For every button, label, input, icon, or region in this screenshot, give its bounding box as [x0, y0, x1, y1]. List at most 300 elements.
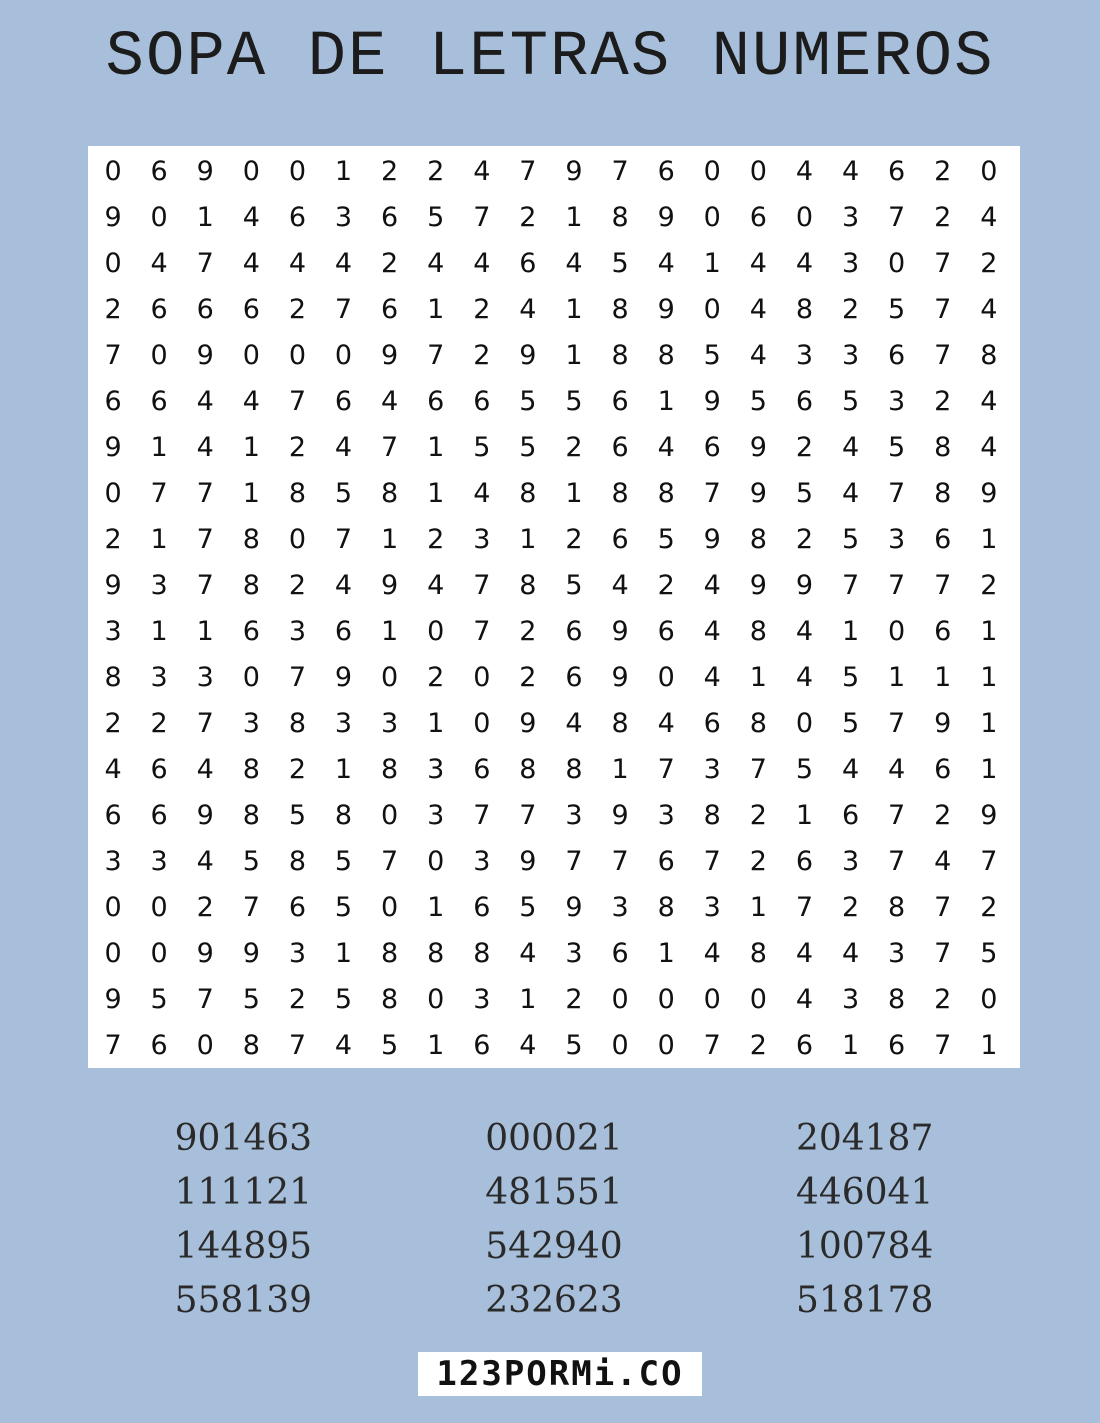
grid-cell: 8 [288, 707, 307, 739]
grid-cell: 4 [334, 247, 353, 279]
grid-cell: 2 [150, 707, 168, 739]
grid-cell: 6 [611, 937, 629, 969]
grid-cell: 8 [565, 753, 583, 785]
grid-cell: 7 [196, 707, 214, 739]
grid-cell: 7 [196, 247, 214, 279]
grid-cell: 4 [473, 477, 491, 509]
grid-cell: 4 [703, 569, 721, 601]
grid-cell: 4 [288, 247, 307, 279]
grid-cell: 8 [104, 661, 122, 693]
grid-cell: 4 [427, 569, 445, 601]
grid-cell: 5 [242, 983, 260, 1015]
grid-cell: 0 [381, 661, 399, 693]
grid-cell: 7 [565, 845, 583, 877]
grid-cell: 9 [565, 155, 583, 187]
grid-cell: 4 [242, 247, 260, 279]
grid-cell: 1 [334, 155, 353, 187]
grid-cell: 7 [888, 477, 906, 509]
grid-cell: 6 [473, 385, 491, 417]
grid-cell: 9 [519, 339, 537, 371]
grid-cell: 1 [427, 431, 445, 463]
grid-cell: 4 [519, 293, 537, 325]
grid-cell: 4 [104, 753, 122, 785]
grid-cell: 8 [657, 339, 675, 371]
grid-cell: 2 [104, 707, 122, 739]
grid-cell: 0 [381, 799, 399, 831]
grid-cell: 6 [334, 615, 353, 647]
grid-cell: 0 [703, 155, 721, 187]
grid-cell: 0 [288, 523, 307, 555]
grid-cell: 6 [473, 1029, 491, 1061]
grid-cell: 7 [888, 845, 906, 877]
grid-cell: 2 [427, 155, 445, 187]
grid-cell: 9 [703, 385, 721, 417]
grid-cell: 1 [980, 615, 998, 647]
grid-cell: 8 [611, 339, 629, 371]
grid-cell: 8 [611, 293, 629, 325]
grid-cell: 0 [703, 293, 721, 325]
grid-cell: 7 [703, 1029, 721, 1061]
grid-cell: 1 [841, 1029, 860, 1061]
grid-cell: 7 [473, 615, 491, 647]
grid-cell: 9 [196, 155, 214, 187]
grid-cell: 5 [795, 753, 814, 785]
grid-cell: 2 [473, 293, 491, 325]
grid-cell: 4 [795, 983, 814, 1015]
grid-cell: 2 [288, 569, 307, 601]
grid-cell: 9 [749, 431, 767, 463]
grid-cell: 7 [473, 201, 491, 233]
grid-cell: 0 [749, 983, 767, 1015]
grid-cell: 0 [150, 937, 168, 969]
grid-cell: 8 [888, 891, 906, 923]
grid-cell: 1 [334, 937, 353, 969]
grid-cell: 9 [749, 569, 767, 601]
grid-cell: 2 [473, 339, 491, 371]
grid-cell: 0 [288, 155, 307, 187]
grid-cell: 7 [381, 845, 399, 877]
grid-cell: 6 [381, 201, 399, 233]
grid-cell: 2 [519, 201, 537, 233]
grid-cell: 4 [795, 155, 814, 187]
grid-cell: 4 [565, 247, 583, 279]
word-list [88, 1112, 1020, 1328]
grid-cell: 3 [104, 845, 122, 877]
grid-cell: 1 [980, 661, 998, 693]
grid-cell: 4 [657, 431, 675, 463]
grid-cell: 5 [334, 983, 353, 1015]
grid-cell: 1 [150, 615, 168, 647]
grid-cell: 6 [841, 799, 860, 831]
grid-cell: 5 [519, 891, 537, 923]
grid-cell: 5 [565, 569, 583, 601]
grid-cell: 4 [196, 753, 214, 785]
grid-cell: 7 [242, 891, 260, 923]
grid-cell: 4 [749, 339, 767, 371]
grid-cell: 8 [288, 845, 307, 877]
grid-cell: 1 [841, 615, 860, 647]
grid-cell: 4 [150, 247, 168, 279]
grid-cell: 9 [381, 339, 399, 371]
grid-cell: 2 [565, 983, 583, 1015]
grid-cell: 5 [473, 431, 491, 463]
grid-cell: 2 [519, 661, 537, 693]
grid-cell: 6 [934, 615, 952, 647]
grid-cell: 6 [334, 385, 353, 417]
grid-cell: 3 [242, 707, 260, 739]
grid-cell: 2 [980, 247, 998, 279]
grid-cell: 5 [427, 201, 445, 233]
grid-cell: 7 [288, 661, 307, 693]
grid-cell: 7 [196, 523, 214, 555]
grid-cell: 7 [934, 937, 952, 969]
grid-cell: 0 [473, 707, 491, 739]
grid-cell: 0 [150, 891, 168, 923]
grid-cell: 2 [288, 431, 307, 463]
grid-cell: 2 [288, 983, 307, 1015]
grid-cell: 8 [749, 523, 767, 555]
grid-cell: 6 [427, 385, 445, 417]
grid-cell: 7 [934, 569, 952, 601]
grid-cell: 3 [841, 845, 860, 877]
grid-cell: 6 [150, 1029, 168, 1061]
grid-cell: 6 [657, 155, 675, 187]
grid-cell: 4 [841, 431, 860, 463]
grid-cell: 8 [242, 799, 260, 831]
grid-cell: 4 [611, 569, 629, 601]
grid-cell: 3 [888, 385, 906, 417]
grid-cell: 4 [888, 753, 906, 785]
grid-cell: 3 [150, 661, 168, 693]
grid-cell: 9 [611, 799, 629, 831]
grid-cell: 2 [980, 569, 998, 601]
grid-cell: 5 [657, 523, 675, 555]
grid-cell: 5 [288, 799, 307, 831]
grid-cell: 1 [749, 891, 767, 923]
grid-cell: 7 [473, 799, 491, 831]
word-item: 542940 [485, 1226, 623, 1267]
grid-cell: 3 [473, 983, 491, 1015]
grid-cell: 0 [473, 661, 491, 693]
grid-cell: 1 [703, 247, 721, 279]
grid-cell: 3 [150, 569, 168, 601]
grid-cell: 1 [334, 753, 353, 785]
grid-cell: 1 [196, 201, 214, 233]
grid-cell: 3 [703, 753, 721, 785]
grid-cell: 9 [104, 983, 122, 1015]
grid-cell: 1 [888, 661, 906, 693]
word-item: 232623 [485, 1280, 623, 1321]
grid-cell: 5 [888, 293, 906, 325]
grid-cell: 2 [980, 891, 998, 923]
grid-cell: 8 [657, 477, 675, 509]
grid-cell: 6 [150, 753, 168, 785]
grid-cell: 4 [473, 247, 491, 279]
grid-cell: 8 [473, 937, 491, 969]
grid-cell: 3 [288, 615, 307, 647]
grid-cell: 3 [150, 845, 168, 877]
grid-cell: 1 [150, 523, 168, 555]
grid-cell: 7 [657, 753, 675, 785]
grid-cell: 0 [427, 615, 445, 647]
grid-cell: 3 [473, 523, 491, 555]
grid-cell: 5 [334, 845, 353, 877]
grid-cell: 6 [888, 155, 906, 187]
grid-cell: 8 [934, 431, 952, 463]
grid-cell: 0 [749, 155, 767, 187]
grid-cell: 4 [841, 477, 860, 509]
grid-cell: 5 [565, 1029, 583, 1061]
grid-cell: 6 [150, 293, 168, 325]
grid-cell: 0 [196, 1029, 214, 1061]
grid-cell: 6 [611, 385, 629, 417]
grid-cell: 3 [841, 339, 860, 371]
grid-cell: 7 [888, 799, 906, 831]
grid-cell: 8 [888, 983, 906, 1015]
grid-cell: 7 [104, 339, 122, 371]
grid-cell: 1 [934, 661, 952, 693]
grid-cell: 9 [104, 431, 122, 463]
page-title: SOPA DE LETRAS NUMEROS [105, 22, 995, 94]
grid-cell: 3 [427, 799, 445, 831]
grid-cell: 8 [749, 707, 767, 739]
grid-cell: 5 [334, 891, 353, 923]
grid-cell: 8 [242, 523, 260, 555]
grid-cell: 1 [427, 891, 445, 923]
grid-cell: 6 [703, 431, 721, 463]
grid-cell: 0 [611, 983, 629, 1015]
grid-cell: 5 [749, 385, 767, 417]
grid-cell: 2 [934, 201, 952, 233]
grid-cell: 0 [888, 615, 906, 647]
grid-cell: 5 [980, 937, 998, 969]
grid-cell: 1 [150, 431, 168, 463]
grid-cell: 0 [242, 339, 260, 371]
grid-cell: 1 [427, 477, 445, 509]
grid-cell: 6 [749, 201, 767, 233]
grid-cell: 1 [980, 753, 998, 785]
grid-cell: 7 [934, 293, 952, 325]
grid-cell: 6 [150, 799, 168, 831]
grid-cell: 4 [980, 385, 998, 417]
grid-cell: 6 [288, 201, 307, 233]
grid-cell: 5 [519, 385, 537, 417]
grid-cell: 8 [381, 983, 399, 1015]
grid-cell: 9 [657, 293, 675, 325]
grid-cell: 7 [381, 431, 399, 463]
grid-cell: 5 [841, 707, 860, 739]
grid-cell: 6 [381, 293, 399, 325]
grid-cell: 1 [657, 385, 675, 417]
grid-cell: 6 [473, 753, 491, 785]
grid-cell: 3 [611, 891, 629, 923]
grid-cell: 9 [519, 707, 537, 739]
grid-cell: 1 [565, 201, 583, 233]
grid-cell: 4 [196, 845, 214, 877]
grid-cell: 2 [749, 799, 767, 831]
grid-cell: 9 [196, 339, 214, 371]
grid-cell: 4 [381, 385, 399, 417]
grid-cell: 7 [104, 1029, 122, 1061]
grid-cell: 1 [980, 1029, 998, 1061]
grid-cell: 6 [795, 385, 814, 417]
grid-cell: 0 [381, 891, 399, 923]
grid-cell: 4 [242, 385, 260, 417]
grid-cell: 0 [334, 339, 353, 371]
grid-cell: 4 [565, 707, 583, 739]
grid-cell: 7 [196, 983, 214, 1015]
grid-cell: 1 [427, 707, 445, 739]
grid-cell: 1 [795, 799, 814, 831]
grid-cell: 0 [657, 1029, 675, 1061]
grid-cell: 7 [427, 339, 445, 371]
grid-cell: 4 [703, 661, 721, 693]
grid-cell: 2 [427, 661, 445, 693]
grid-cell: 3 [196, 661, 214, 693]
grid-cell: 3 [888, 523, 906, 555]
grid-cell: 0 [242, 661, 260, 693]
grid-cell: 7 [611, 845, 629, 877]
grid-cell: 2 [427, 523, 445, 555]
grid-cell: 6 [657, 845, 675, 877]
grid-cell: 6 [565, 615, 583, 647]
grid-cell: 0 [657, 661, 675, 693]
grid-cell: 7 [888, 201, 906, 233]
word-item: 558139 [174, 1280, 313, 1321]
grid-cell: 3 [888, 937, 906, 969]
grid-cell: 6 [611, 523, 629, 555]
grid-cell: 0 [703, 201, 721, 233]
grid-cell: 3 [427, 753, 445, 785]
grid-cell: 3 [288, 937, 307, 969]
grid-cell: 3 [381, 707, 399, 739]
grid-cell: 6 [519, 247, 537, 279]
grid-cell: 3 [334, 201, 353, 233]
grid-cell: 4 [841, 155, 860, 187]
grid-cell: 4 [334, 569, 353, 601]
grid-cell: 4 [795, 661, 814, 693]
grid-cell: 2 [934, 983, 952, 1015]
grid-cell: 8 [519, 477, 537, 509]
grid-cell: 5 [841, 661, 860, 693]
word-item: 204187 [795, 1118, 934, 1159]
grid-cell: 0 [104, 937, 122, 969]
word-item: 901463 [174, 1118, 313, 1159]
grid-cell: 2 [196, 891, 214, 923]
grid-cell: 4 [473, 155, 491, 187]
grid-cell: 6 [150, 385, 168, 417]
grid-cell: 3 [841, 247, 860, 279]
grid-cell: 8 [749, 937, 767, 969]
grid-cell: 1 [427, 1029, 445, 1061]
grid-cell: 4 [703, 937, 721, 969]
grid-cell: 8 [288, 477, 307, 509]
grid-cell: 7 [196, 569, 214, 601]
grid-cell: 5 [150, 983, 168, 1015]
grid-cell: 7 [795, 891, 814, 923]
grid-cell: 6 [288, 891, 307, 923]
grid-cell: 7 [288, 1029, 307, 1061]
grid-cell: 0 [427, 983, 445, 1015]
grid-cell: 4 [657, 707, 675, 739]
grid-cell: 3 [703, 891, 721, 923]
word-item: 446041 [795, 1172, 934, 1213]
grid-cell: 7 [888, 569, 906, 601]
puzzle-grid-panel [88, 146, 1020, 1068]
grid-cell: 8 [427, 937, 445, 969]
grid-cell: 7 [934, 891, 952, 923]
grid-cell: 8 [381, 753, 399, 785]
grid-cell: 5 [519, 431, 537, 463]
grid-cell: 1 [519, 983, 537, 1015]
grid-cell: 1 [980, 707, 998, 739]
grid-cell: 1 [565, 477, 583, 509]
grid-cell: 8 [795, 293, 814, 325]
grid-cell: 2 [841, 891, 860, 923]
grid-cell: 9 [795, 569, 814, 601]
grid-cell: 1 [519, 523, 537, 555]
grid-cell: 9 [565, 891, 583, 923]
grid-cell: 7 [334, 293, 353, 325]
grid-cell: 4 [795, 615, 814, 647]
grid-cell: 4 [242, 201, 260, 233]
grid-cell: 9 [196, 799, 214, 831]
grid-cell: 8 [611, 707, 629, 739]
grid-cell: 6 [934, 753, 952, 785]
grid-cell: 8 [749, 615, 767, 647]
grid-cell: 6 [934, 523, 952, 555]
grid-cell: 9 [611, 661, 629, 693]
grid-cell: 4 [795, 247, 814, 279]
grid-cell: 4 [749, 293, 767, 325]
grid-cell: 0 [795, 707, 814, 739]
grid-cell: 7 [841, 569, 860, 601]
grid-cell: 9 [934, 707, 952, 739]
grid-cell: 7 [703, 845, 721, 877]
grid-cell: 7 [934, 247, 952, 279]
grid-cell: 1 [427, 293, 445, 325]
grid-cell: 7 [473, 569, 491, 601]
grid-cell: 1 [565, 339, 583, 371]
grid-cell: 5 [841, 523, 860, 555]
grid-cell: 4 [795, 937, 814, 969]
grid-cell: 1 [196, 615, 214, 647]
grid-cell: 7 [519, 155, 537, 187]
grid-cell: 8 [242, 569, 260, 601]
grid-cell: 7 [703, 477, 721, 509]
grid-cell: 4 [934, 845, 952, 877]
grid-cell: 0 [104, 891, 122, 923]
grid-cell: 2 [841, 293, 860, 325]
grid-cell: 0 [980, 155, 998, 187]
grid-cell: 2 [934, 155, 952, 187]
grid-cell: 4 [657, 247, 675, 279]
grid-cell: 1 [242, 477, 260, 509]
word-item: 100784 [795, 1226, 934, 1267]
grid-cell: 4 [519, 1029, 537, 1061]
grid-cell: 7 [611, 155, 629, 187]
grid-cell: 8 [381, 477, 399, 509]
grid-cell: 6 [473, 891, 491, 923]
grid-cell: 3 [104, 615, 122, 647]
grid-cell: 2 [565, 431, 583, 463]
word-item: 000021 [485, 1118, 623, 1159]
grid-cell: 6 [657, 615, 675, 647]
grid-cell: 9 [703, 523, 721, 555]
grid-cell: 4 [334, 1029, 353, 1061]
grid-cell: 1 [565, 293, 583, 325]
grid-cell: 3 [841, 983, 860, 1015]
